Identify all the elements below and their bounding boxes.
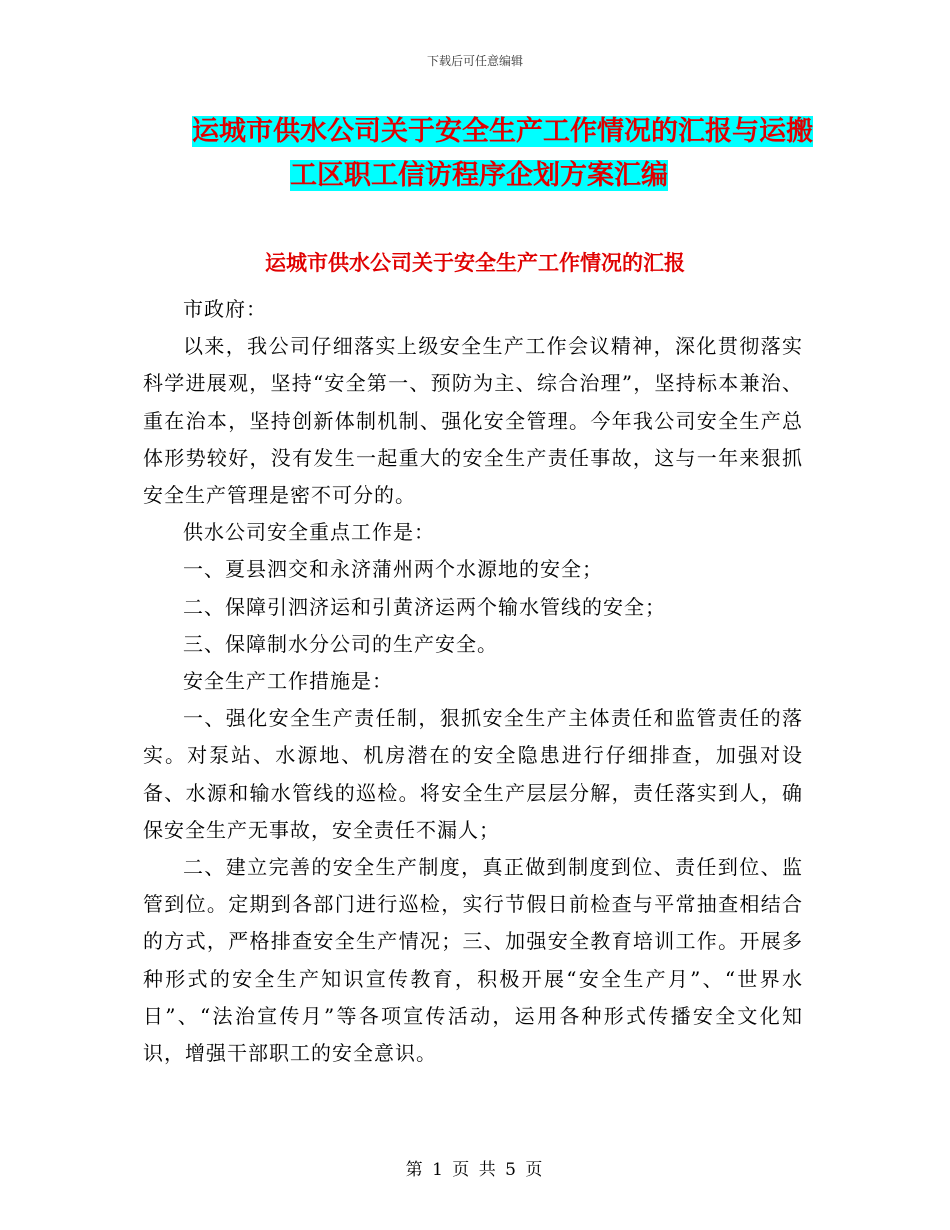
body-paragraph: 二、保障引泗济运和引黄济运两个输水管线的安全；: [183, 594, 666, 619]
body-paragraph: 二、建立完善的安全生产制度，真正做到制度到位、责任到位、监管到位。定期到各部门进行巡检，实行节假日前检查与平常抽查相结合的方式，严格排查安全生产情况；三、加强安全教育培训工作。开展多种形式的安全生产知识宣传教育，积极开展“安全生产月”、“世界水日”、“法治宣传月”等各项宣传活动，运用各种形式传播安全文化知识，增强干部职工的安全意识。: [143, 855, 803, 1066]
document-body: [143, 291, 803, 1072]
body-paragraph: 一、强化安全生产责任制，狠抓安全生产主体责任和监管责任的落实。对泵站、水源地、机房潜在的安全隐患进行仔细排查，加强对设备、水源和输水管线的巡检。将安全生产层层分解，责任落实到人，确保安全生产无事故，安全责任不漏人；: [143, 706, 803, 842]
document-title-line-1: [143, 110, 823, 154]
body-paragraph: 安全生产工作措施是：: [183, 669, 393, 694]
body-paragraph: 一、夏县泗交和永济蒲州两个水源地的安全；: [183, 557, 603, 582]
salutation: 市政府：: [183, 297, 267, 321]
page-footer: 第 1 页 共 5 页: [405, 1160, 545, 1180]
body-paragraph: 三、保障制水分公司的生产安全。: [183, 631, 498, 656]
document-title: [143, 110, 823, 198]
page-header-note: 下载后可任意编辑: [426, 54, 523, 68]
document-title-line-2-text: 工区职工信访程序企划方案汇编: [290, 160, 668, 191]
document-title-line-2: [143, 154, 823, 198]
document-title-line-1-text: 运城市供水公司关于安全生产工作情况的汇报与运搬: [192, 116, 813, 147]
body-paragraph: 供水公司安全重点工作是：: [183, 520, 435, 545]
body-paragraph: 以来，我公司仔细落实上级安全生产工作会议精神，深化贯彻落实科学进展观，坚持“安全第一、预防为主、综合治理”，坚持标本兼治、重在治本，坚持创新体制机制、强化安全管理。今年我公司安全生产总体形势较好，没有发生一起重大的安全生产责任事故，这与一年来狠抓安全生产管理是密不可分的。: [143, 334, 803, 508]
section-title: 运城市供水公司关于安全生产工作情况的汇报: [265, 251, 685, 275]
